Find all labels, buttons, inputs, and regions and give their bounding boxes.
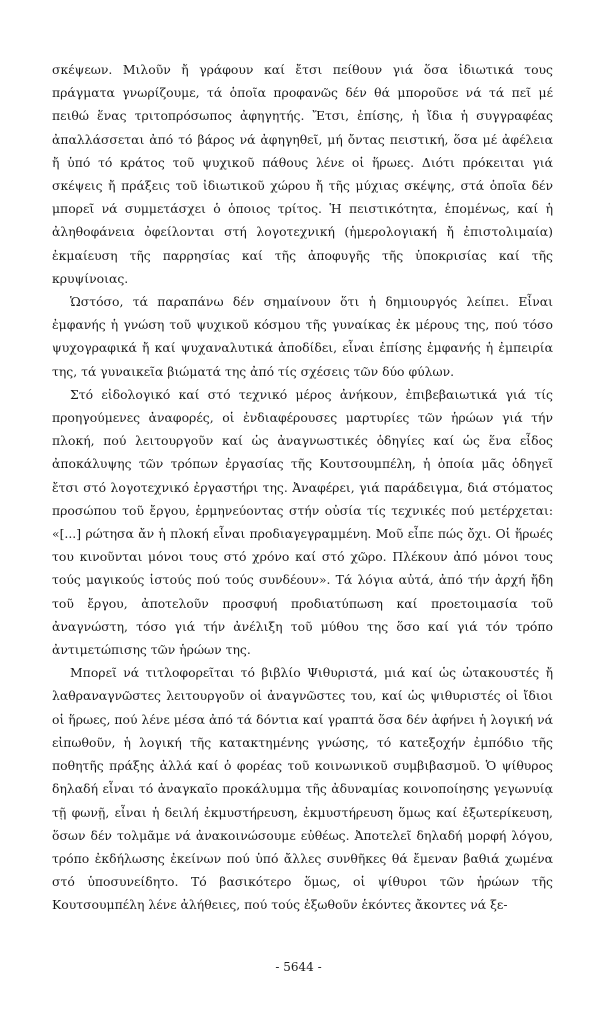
paragraph-4: Μπορεῖ νά τιτλοφορεῖται τό βιβλίο Ψιθυριστά, μιά καί ὡς ὠτακουστές ἤ λαθραναγνῶστες λειτουργοῦν οἱ ἀναγνῶστες του, καί ὡς ψιθυριστές οἱ ἴδιοι οἱ ἥρωες, πού λένε μέσα ἀπό τά δόντια καί γραπτά ὅσα δέν ἀφήνει ἡ λογική νά εἰπωθοῦν, ἡ λογική τῆς κατακτημένης γνώσης, τό κατεξοχήν ἐμπόδιο τῆς ποθητῆς πράξης ἀλλά καί ὁ φορέας τοῦ κοινωνικοῦ συμβιβασμοῦ. Ὁ ψίθυρος δηλαδή εἶναι τό ἀναγκαῖο προκάλυμμα τῆς ἀδυναμίας κοινοποίησης γεγωνυίᾳ τῇ φωνῇ, εἶναι ἡ δειλή ἐκμυστήρευση, ἐκμυστήρευση ὅμως καί ἐξωτερίκευση, ὅσων δέν τολμᾶμε νά ἀνακοινώσουμε εὐθέως. Ἀποτελεῖ δηλαδή μορφή λόγου, τρόπο ἐκδήλωσης ἐκείνων πού ὑπό ἄλλες συνθῆκες θά ἔμεναν βαθιά χωμένα στό ὑποσυνείδητο. Τό βασικότερο ὅμως, οἱ ψίθυροι τῶν ἡρώων τῆς Κουτσουμπέλη λένε ἀλήθειες, πού τούς ἐξωθοῦν ἑκόντες ἄκοντες νά ξε-: [52, 665, 553, 913]
paragraph-2: Ὡστόσο, τά παραπάνω δέν σημαίνουν ὅτι ἡ δημιουργός λείπει. Εἶναι ἐμφανής ἡ γνώση τοῦ ψυχικοῦ κόσμου τῆς γυναίκας ἐκ μέρους της, πού τόσο ψυχογραφικά ἤ καί ψυχαναλυτικά ἀποδίδει, εἶναι ἐπίσης ἐμφανής ἡ ἐμπειρία της, τά γυναικεῖα βιώματά της ἀπό τίς σχέσεις τῶν δύο φύλων.: [52, 294, 553, 379]
paragraph-3: Στό εἰδολογικό καί στό τεχνικό μέρος ἀνήκουν, ἐπιβεβαιωτικά γιά τίς προηγούμενες ἀναφορές, οἱ ἐνδιαφέρουσες μαρτυρίες τῶν ἡρώων γιά τήν πλοκή, πού λειτουργοῦν καί ὡς ἀναγνωστικές ὁδηγίες καί ὡς ἕνα εἶδος ἀποκάλυψης τῶν τρόπων ἐργασίας τῆς Κουτσουμπέλη, ἡ ὁποία μᾶς ὁδηγεῖ ἔτσι στό λογοτεχνικό ἐργαστήρι της. Ἀναφέρει, γιά παράδειγμα, διά στόματος προσώπου τοῦ ἔργου, ἑρμηνεύοντας στήν οὐσία τίς τεχνικές πού μετέρχεται: «[...] ρώτησα ἄν ἡ πλοκή εἶναι προδιαγεγραμμένη. Μοῦ εἶπε πώς ὄχι. Οἱ ἥρωές του κινοῦνται μόνοι τους στό χρόνο καί στό χῶρο. Πλέκουν ἀπό μόνοι τους τούς μαγικούς ἱστούς πού τούς συνδέουν». Τά λόγια αὐτά, ἀπό τήν ἀρχή ἤδη τοῦ ἔργου, ἀποτελοῦν προσφυή προδιατύπωση καί προετοιμασία τοῦ ἀναγνώστη, τόσο γιά τήν ἀνέλιξη τοῦ μύθου της ὅσο καί γιά τόν τρόπο ἀντιμετώπισης τῶν ἡρώων της.: [52, 386, 553, 658]
page-number: - 5644 -: [275, 960, 322, 974]
paragraph-1: σκέψεων. Μιλοῦν ἤ γράφουν καί ἔτσι πείθουν γιά ὅσα ἰδιωτικά τους πράγματα γνωρίζουμε, τά ὁποῖα προφανῶς δέν θά μποροῦσε νά τά πεῖ μέ πειθώ ἕνας τριτοπρόσωπος ἀφηγητής. Ἔτσι, ἐπίσης, ἡ ἴδια ἡ συγγραφέας ἀπαλλάσσεται ἀπό τό βάρος νά ἀφηγηθεῖ, μή ὄντας πειστική, ὅσα μέ ἀφέλεια ἤ ὑπό τό κράτος τοῦ ψυχικοῦ πάθους λένε οἱ ἥρωες. Διότι πρόκειται γιά σκέψεις ἤ πράξεις τοῦ ἰδιωτικοῦ χώρου ἤ τῆς μύχιας σκέψης, στά ὁποῖα δέν μπορεῖ νά συμμετάσχει ὁ ὁποιος τρίτος. Ἡ πειστικότητα, ἑπομένως, καί ἡ ἀληθοφάνεια ὀφείλονται στή λογοτεχνική (ἡμερολογιακή ἤ ἐπιστολιμαία) ἐκμαίευση τῆς παρρησίας καί τῆς ἀποφυγῆς τῆς ὑποκρισίας καί τῆς κρυψίνοιας.: [52, 62, 553, 286]
page-body: [52, 58, 553, 917]
